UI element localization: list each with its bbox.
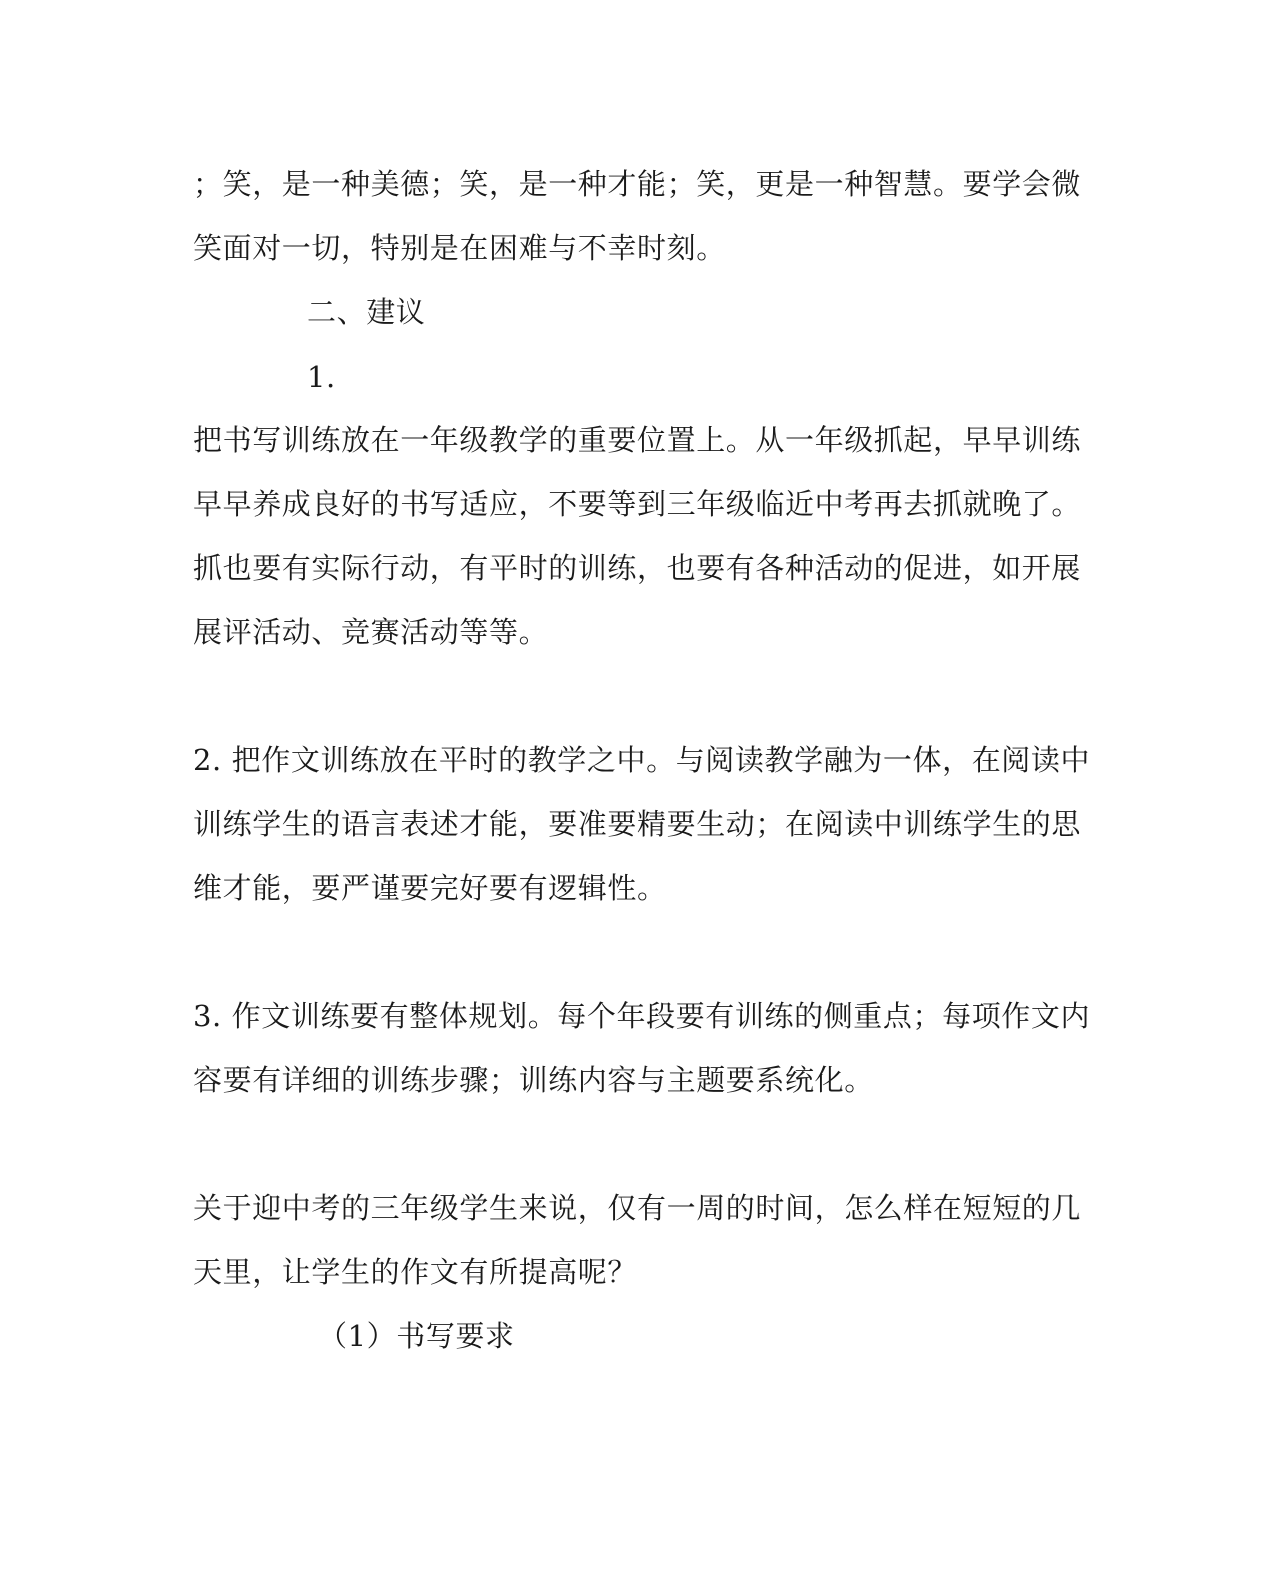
paragraph-line: 展评活动、竞赛活动等等。: [193, 615, 549, 649]
subsection-heading: （1）书写要求: [318, 1319, 515, 1353]
paragraph-line: 早早养成良好的书写适应，不要等到三年级临近中考再去抓就晚了。: [193, 487, 1082, 521]
paragraph-line: 抓也要有实际行动，有平时的训练，也要有各种活动的促进，如开展: [193, 551, 1082, 585]
paragraph-line: 训练学生的语言表述才能，要准要精要生动；在阅读中训练学生的思: [193, 807, 1082, 841]
paragraph-line: 容要有详细的训练步骤；训练内容与主题要系统化。: [193, 1063, 874, 1097]
paragraph-line: 笑面对一切，特别是在困难与不幸时刻。: [193, 231, 726, 265]
paragraph-line: ；笑，是一种美德；笑，是一种才能；笑，更是一种智慧。要学会微: [193, 167, 1082, 201]
paragraph-line: 3. 作文训练要有整体规划。每个年段要有训练的侧重点；每项作文内: [193, 999, 1091, 1033]
paragraph-line: 天里，让学生的作文有所提高呢？: [193, 1255, 638, 1289]
paragraph-line: 维才能，要严谨要完好要有逻辑性。: [193, 871, 667, 905]
section-heading: 二、建议: [307, 295, 426, 329]
list-number: 1.: [307, 360, 336, 394]
paragraph-line: 把书写训练放在一年级教学的重要位置上。从一年级抓起，早早训练: [193, 423, 1082, 457]
paragraph-line: 关于迎中考的三年级学生来说，仅有一周的时间，怎么样在短短的几: [193, 1191, 1082, 1225]
paragraph-line: 2. 把作文训练放在平时的教学之中。与阅读教学融为一体，在阅读中: [193, 743, 1091, 777]
